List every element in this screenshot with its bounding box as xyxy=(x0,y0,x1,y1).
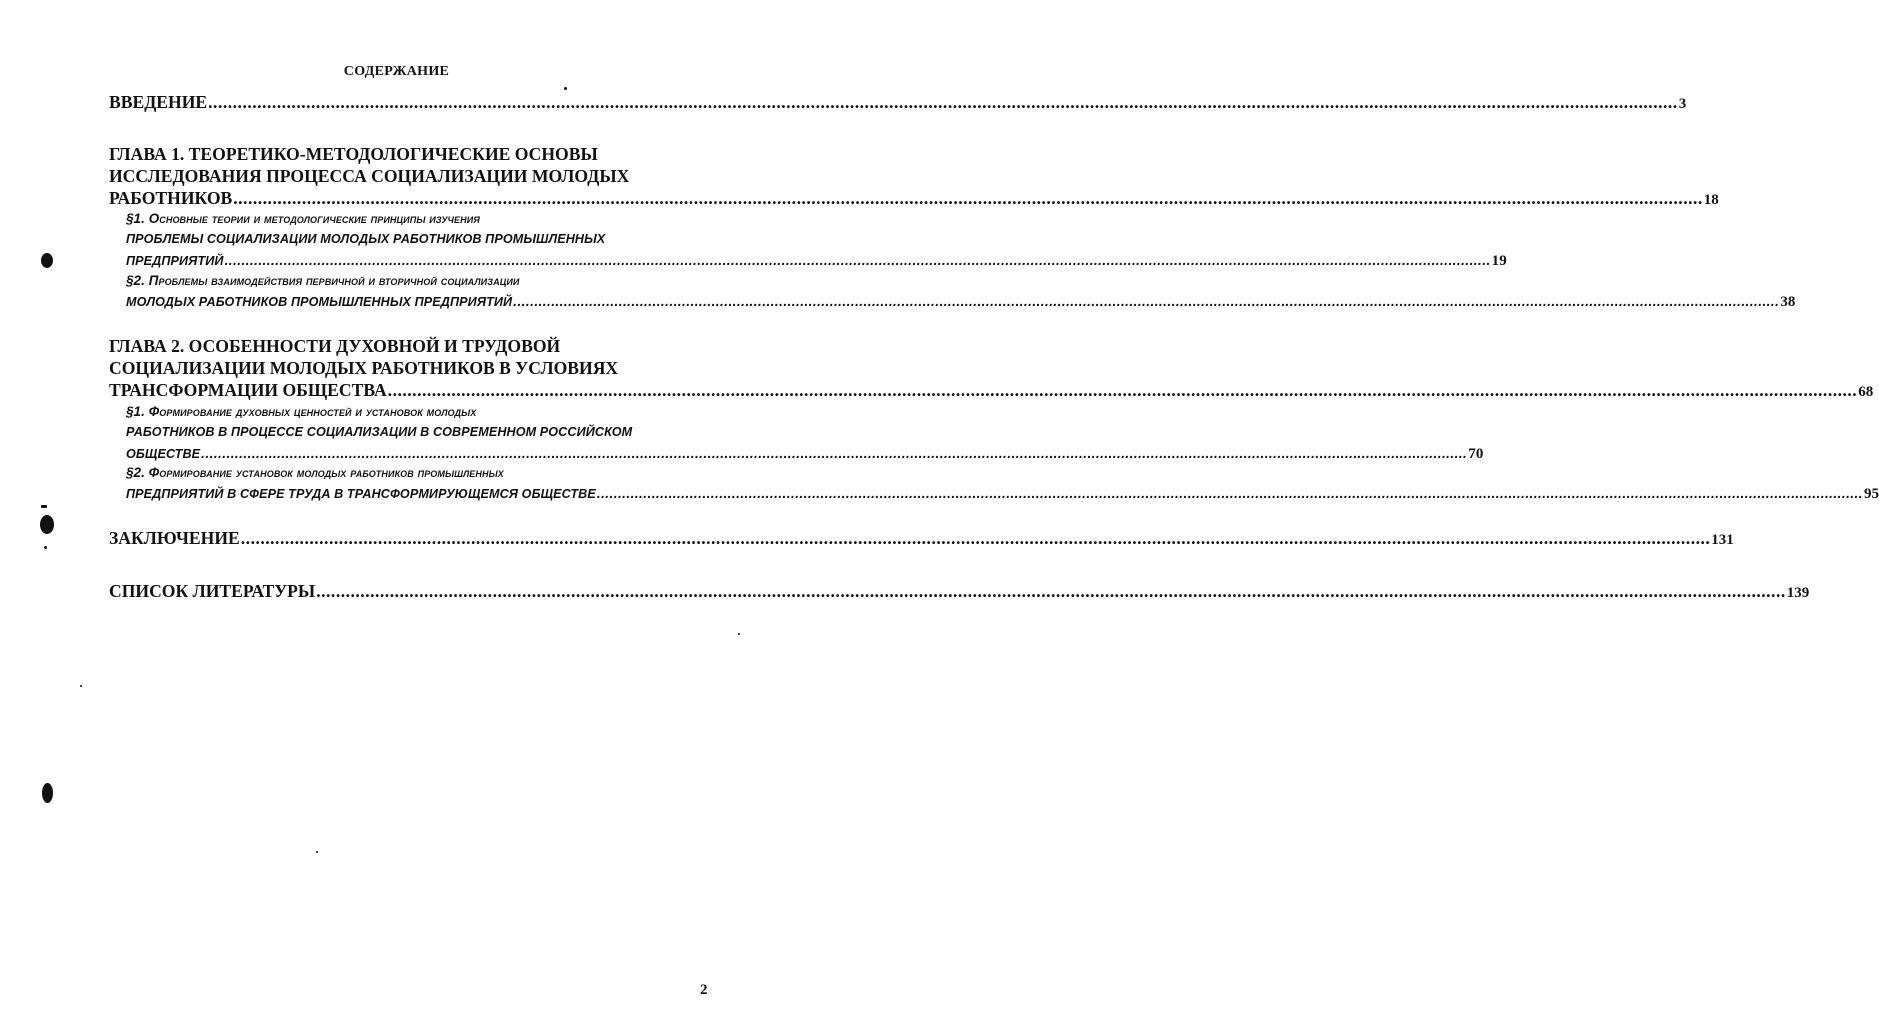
toc-title: СОДЕРЖАНИЕ xyxy=(343,64,450,79)
toc-entry-line: ПРОБЛЕМЫ СОЦИАЛИЗАЦИИ МОЛОДЫХ РАБОТНИКОВ ПРОМЫШЛЕННЫХ xyxy=(126,232,606,246)
toc-page-number: 70 xyxy=(1468,446,1484,462)
scan-blot xyxy=(41,253,53,268)
toc-entry-line: ГЛАВА 1. ТЕОРЕТИКО-МЕТОДОЛОГИЧЕСКИЕ ОСНОВЫ xyxy=(109,144,598,164)
scan-blot xyxy=(40,515,54,534)
toc-entry-label: МОЛОДЫХ РАБОТНИКОВ ПРОМЫШЛЕННЫХ ПРЕДПРИЯТИЙ xyxy=(126,295,513,309)
toc-entry-label: ПРЕДПРИЯТИЙ xyxy=(126,254,224,268)
toc-entry-line: РАБОТНИКОВ В ПРОЦЕССЕ СОЦИАЛИЗАЦИИ В СОВРЕМЕННОМ РОССИЙСКОМ xyxy=(126,425,633,439)
toc-entry-line: §2. Проблемы взаимодействия первичной и вторичной социализации xyxy=(126,273,520,288)
dot-leader: ............................................................................................................................................................................................................................................................................................................ xyxy=(387,380,1858,400)
toc-leader-line xyxy=(109,379,1874,403)
toc-entry-bibliography[interactable] xyxy=(109,580,1810,604)
dot-leader: ............................................................................................................................................................................................................................................................................................................ xyxy=(316,581,1786,601)
toc-page-number: 3 xyxy=(1678,96,1687,112)
toc-entry-line: §1. Формирование духовных ценностей и установок молодых xyxy=(126,404,477,419)
toc-entry-label: ОБЩЕСТВЕ xyxy=(126,447,201,461)
toc-leader-line xyxy=(109,580,1810,604)
dot-leader: ............................................................................................................................................................................................................................................................................................................ xyxy=(596,486,1863,501)
scan-speck xyxy=(80,685,82,687)
toc-entry-line: ИССЛЕДОВАНИЯ ПРОЦЕССА СОЦИАЛИЗАЦИИ МОЛОДЫХ xyxy=(109,166,630,186)
scan-speck xyxy=(738,633,740,635)
toc-leader-line xyxy=(109,91,1687,115)
toc-entry-ch2-section-1[interactable] xyxy=(126,401,1484,465)
toc-entry-ch2-section-2[interactable] xyxy=(126,462,1879,505)
toc-entry-chapter-1[interactable] xyxy=(109,143,1719,211)
toc-entry-label: ТРАНСФОРМАЦИИ ОБЩЕСТВА xyxy=(109,380,387,400)
toc-entry-chapter-2[interactable] xyxy=(109,335,1874,403)
toc-entry-line: §1. Основные теории и методологические принципы изучения xyxy=(126,211,480,226)
toc-page-number: 68 xyxy=(1858,384,1874,400)
toc-entry-ch1-section-1[interactable] xyxy=(126,208,1507,272)
toc-entry-label: СПИСОК ЛИТЕРАТУРЫ xyxy=(109,581,316,601)
dot-leader: ............................................................................................................................................................................................................................................................................................................ xyxy=(513,294,1780,309)
toc-entry-conclusion[interactable] xyxy=(109,527,1734,551)
page-number: 2 xyxy=(700,982,708,998)
toc-entry-label: ПРЕДПРИЯТИЙ В СФЕРЕ ТРУДА В ТРАНСФОРМИРУЮЩЕМСЯ ОБЩЕСТВЕ xyxy=(126,487,596,501)
toc-entry-label: ЗАКЛЮЧЕНИЕ xyxy=(109,528,240,548)
toc-leader-line xyxy=(126,250,1507,272)
toc-page-number: 19 xyxy=(1491,253,1507,269)
toc-page-number: 38 xyxy=(1780,294,1796,310)
toc-page-number: 95 xyxy=(1863,486,1879,502)
toc-leader-line xyxy=(126,483,1879,505)
dot-leader: ............................................................................................................................................................................................................................................................................................................ xyxy=(224,253,1491,268)
dot-leader: ............................................................................................................................................................................................................................................................................................................ xyxy=(201,446,1468,461)
dot-leader: ............................................................................................................................................................................................................................................................................................................ xyxy=(233,188,1703,208)
toc-entry-line: §2. Формирование установок молодых работников промышленных xyxy=(126,465,504,480)
scan-blot xyxy=(41,505,47,508)
toc-page-number: 131 xyxy=(1711,532,1734,548)
dot-leader: ............................................................................................................................................................................................................................................................................................................ xyxy=(240,528,1711,548)
toc-entry-label: ВВЕДЕНИЕ xyxy=(109,92,208,112)
scan-speck xyxy=(316,851,318,853)
toc-page-number: 139 xyxy=(1786,585,1810,601)
scan-speck xyxy=(564,87,567,90)
toc-leader-line xyxy=(126,291,1796,313)
scan-blot xyxy=(42,783,53,803)
toc-entry-line: СОЦИАЛИЗАЦИИ МОЛОДЫХ РАБОТНИКОВ В УСЛОВИЯХ xyxy=(109,358,619,378)
toc-leader-line xyxy=(109,527,1734,551)
toc-page-number: 18 xyxy=(1703,192,1719,208)
toc-entry-introduction[interactable] xyxy=(109,91,1687,115)
toc-entry-ch1-section-2[interactable] xyxy=(126,270,1796,313)
toc-entry-line: ГЛАВА 2. ОСОБЕННОСТИ ДУХОВНОЙ И ТРУДОВОЙ xyxy=(109,336,561,356)
toc-entry-label: РАБОТНИКОВ xyxy=(109,188,233,208)
scan-speck xyxy=(44,546,47,549)
dot-leader: ............................................................................................................................................................................................................................................................................................................ xyxy=(208,92,1678,112)
